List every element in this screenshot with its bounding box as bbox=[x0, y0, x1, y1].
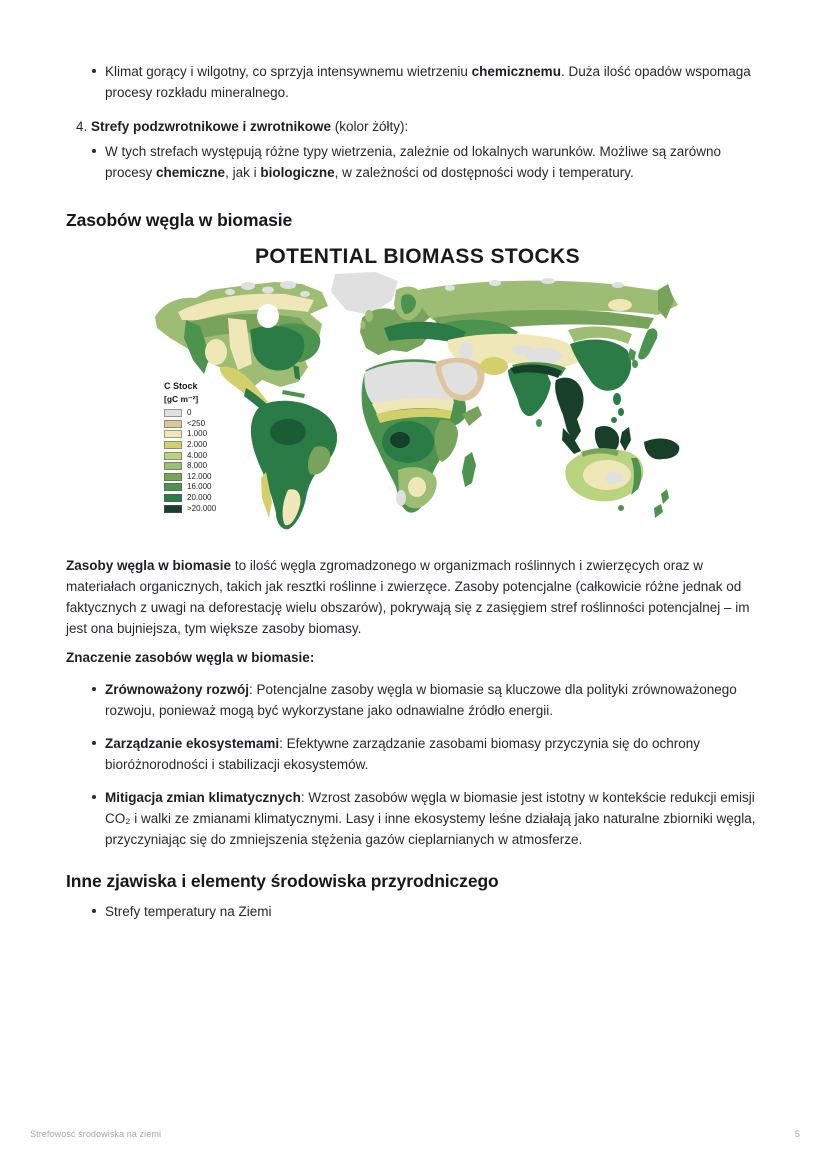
numbered-item-4 bbox=[66, 116, 758, 137]
legend-row bbox=[164, 503, 254, 514]
legend-row bbox=[164, 419, 254, 430]
list-item bbox=[66, 733, 758, 775]
list-item-text: Zrównoważony rozwój: Potencjalne zasoby węgla w biomasie są kluczowe dla polityki zrównoważonego rozwoju, ponieważ mogą być wykorzystane jako odnawialne źródło energii. bbox=[105, 682, 737, 718]
list-item-text: Klimat gorący i wilgotny, co sprzyja intensywnemu wietrzeniu chemicznemu. Duża ilość opadów wspomaga procesy rozkładu mineralnego. bbox=[105, 64, 751, 100]
list-item-text: W tych strefach występują różne typy wietrzenia, zależnie od lokalnych warunków. Możliwe są zarówno procesy chemiczne, jak i biologiczne, w zależności od dostępności wody i temperatury. bbox=[105, 144, 722, 180]
list-item-text: Mitigacja zmian klimatycznych: Wzrost zasobów węgla w biomasie jest istotny w kontekście redukcji emisji CO₂ i walki ze zmianami klimatycznymi. Lasy i inne ekosystemy leśne działają jako naturalne zbiorniki węgla, przyczyniając się do zmniejszenia stężenia gazów cieplarnianych w atmosferze. bbox=[105, 790, 756, 847]
legend-label: 16.000 bbox=[187, 482, 212, 492]
legend-swatch bbox=[164, 483, 182, 491]
legend-row bbox=[164, 440, 254, 451]
map-canvas bbox=[150, 272, 685, 537]
item-title-suffix: (kolor żółty): bbox=[331, 119, 409, 134]
legend-row bbox=[164, 493, 254, 504]
list-item bbox=[66, 141, 758, 183]
legend-swatch bbox=[164, 409, 182, 417]
item-number: 4. bbox=[76, 119, 88, 134]
other-list bbox=[66, 901, 758, 922]
legend-label: >20.000 bbox=[187, 503, 217, 513]
legend-row bbox=[164, 450, 254, 461]
legend-label: <250 bbox=[187, 418, 206, 428]
legend-swatch bbox=[164, 462, 182, 470]
bullet-dot bbox=[92, 909, 96, 913]
legend-swatch bbox=[164, 494, 182, 502]
biomass-benefits-list bbox=[66, 679, 758, 850]
legend-label: 4.000 bbox=[187, 450, 208, 460]
legend-swatch bbox=[164, 430, 182, 438]
legend-swatch bbox=[164, 505, 182, 513]
legend-label: 0 bbox=[187, 408, 192, 418]
bullet-dot bbox=[92, 149, 96, 153]
legend-label: 2.000 bbox=[187, 440, 208, 450]
list-item bbox=[66, 679, 758, 721]
legend-unit: [gC m⁻²] bbox=[164, 394, 199, 404]
biomass-paragraph: Zasoby węgla w biomasie to ilość węgla zgromadzonego w organizmach roślinnych i zwierzęcych oraz w materiałach organicznych, takich jak resztki roślinne i zwierzęce. Zasoby potencjalne (całkowicie różne jednak od faktycznych z uwagi na deforestację wielu obszarów), pokrywają się z zasięgiem stref roślinności potencjalnej – im jest ona bujniejsza, tym większe zasoby biomasy. bbox=[66, 558, 750, 636]
map-legend bbox=[164, 380, 254, 514]
list-item bbox=[66, 787, 758, 850]
weathering-list bbox=[66, 61, 758, 103]
section-heading-biomass: Zasobów węgla w biomasie bbox=[66, 210, 293, 230]
legend-swatch bbox=[164, 420, 182, 428]
legend-row bbox=[164, 461, 254, 472]
bullet-dot bbox=[92, 69, 96, 73]
legend-title: C Stock bbox=[164, 381, 198, 391]
footer-page-number: 5 bbox=[794, 1129, 800, 1139]
legend-swatch bbox=[164, 452, 182, 460]
biomass-subheading: Znaczenie zasobów węgla w biomasie: bbox=[66, 650, 315, 665]
legend-label: 12.000 bbox=[187, 471, 212, 481]
legend-label: 8.000 bbox=[187, 461, 208, 471]
list-item-text: Strefy temperatury na Ziemi bbox=[105, 904, 272, 919]
list-item-text: Zarządzanie ekosystemami: Efektywne zarządzanie zasobami biomasy przyczynia się do ochrony bioróżnorodności i stabilizacji ekosystemów. bbox=[105, 736, 701, 772]
bullet-dot bbox=[92, 741, 96, 745]
list-item bbox=[66, 61, 758, 103]
bullet-dot bbox=[92, 795, 96, 799]
list-item bbox=[66, 901, 758, 922]
legend-swatch bbox=[164, 441, 182, 449]
legend-label: 20.000 bbox=[187, 493, 212, 503]
footer-document-title: Strefowość środowiska na ziemi bbox=[30, 1129, 162, 1139]
legend-label: 1.000 bbox=[187, 429, 208, 439]
legend-row bbox=[164, 482, 254, 493]
bullet-dot bbox=[92, 687, 96, 691]
section-heading-other: Inne zjawiska i elementy środowiska przyrodniczego bbox=[66, 871, 499, 891]
weathering-sublist bbox=[66, 141, 758, 183]
item-title: Strefy podzwrotnikowe i zwrotnikowe bbox=[91, 119, 332, 134]
legend-row bbox=[164, 472, 254, 483]
legend-row bbox=[164, 408, 254, 419]
legend-row bbox=[164, 429, 254, 440]
biomass-map-figure bbox=[150, 244, 685, 537]
page-footer bbox=[30, 1129, 800, 1139]
map-title: POTENTIAL BIOMASS STOCKS bbox=[254, 245, 581, 268]
legend-swatch bbox=[164, 473, 182, 481]
